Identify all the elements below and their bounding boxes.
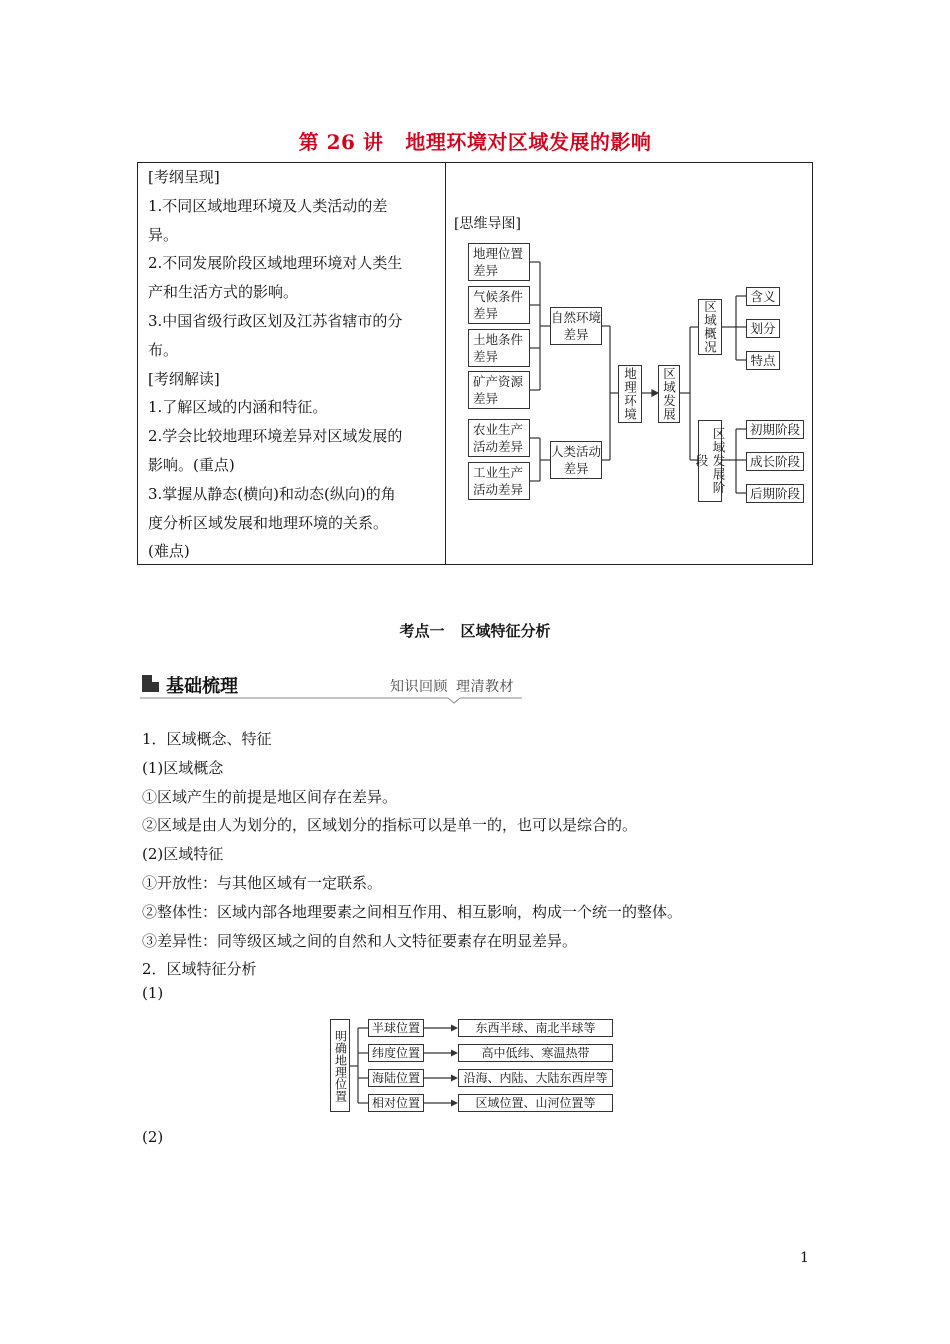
location-desc-box: 沿海、内陆、大陆东西岸等 bbox=[458, 1069, 613, 1087]
banner-underline bbox=[140, 693, 530, 705]
mind-map bbox=[446, 163, 812, 564]
mm-box-geo-env: 地理环境 bbox=[618, 365, 642, 423]
body-line: (2)区域特征 bbox=[142, 845, 224, 864]
mm-box-climate-diff: 气候条件差异 bbox=[468, 286, 530, 324]
mm-box-division: 划分 bbox=[746, 319, 780, 338]
mm-box-stages: 区域发展阶段 bbox=[698, 420, 722, 502]
syllabus-line: 2.不同发展阶段区域地理环境对人类生 bbox=[148, 254, 403, 273]
mm-box-natural-env: 自然环境差异 bbox=[550, 307, 602, 345]
location-type-box: 相对位置 bbox=[368, 1094, 424, 1112]
body-line: (1)区域概念 bbox=[142, 758, 224, 777]
mm-box-human-activity: 人类活动差异 bbox=[550, 441, 602, 479]
body-text bbox=[142, 725, 822, 984]
banner-sub-review: 知识回顾 bbox=[390, 679, 448, 695]
syllabus-line: (难点) bbox=[148, 542, 190, 561]
banner-title: 基础梳理 bbox=[166, 676, 238, 697]
mm-box-industry-diff: 工业生产活动差异 bbox=[468, 462, 530, 500]
location-type-box: 半球位置 bbox=[368, 1019, 424, 1037]
sub-label-1: (1) bbox=[142, 984, 164, 1002]
mm-box-features: 特点 bbox=[746, 351, 780, 370]
body-line: ①开放性：与其他区域有一定联系。 bbox=[142, 873, 383, 892]
syllabus-line: [考纲呈现] bbox=[148, 168, 220, 186]
location-root-box: 明确地理位置 bbox=[330, 1019, 350, 1112]
body-line: ②整体性：区域内部各地理要素之间相互作用、相互影响，构成一个统一的整体。 bbox=[142, 902, 683, 921]
syllabus-line: 影响。(重点) bbox=[148, 455, 235, 474]
syllabus-line: 1.了解区域的内涵和特征。 bbox=[148, 398, 328, 417]
section-number: 考点一 bbox=[399, 622, 445, 640]
section-name: 区域特征分析 bbox=[460, 622, 551, 640]
syllabus-line: 布。 bbox=[148, 340, 179, 359]
syllabus-line: 异。 bbox=[148, 225, 179, 244]
location-type-box: 纬度位置 bbox=[368, 1044, 424, 1062]
section-title bbox=[0, 620, 950, 641]
banner-sub-textbook: 理清教材 bbox=[456, 679, 514, 695]
mm-box-mineral-diff: 矿产资源差异 bbox=[468, 371, 530, 409]
syllabus-line: [考纲解读] bbox=[148, 369, 220, 388]
sub-label-2: (2) bbox=[142, 1128, 164, 1146]
location-type-box: 海陆位置 bbox=[368, 1069, 424, 1087]
lecture-topic: 地理环境对区域发展的影响 bbox=[405, 130, 652, 154]
lecture-number: 第 26 讲 bbox=[298, 130, 384, 154]
mm-box-meaning: 含义 bbox=[746, 287, 780, 306]
mm-box-land-diff: 土地条件差异 bbox=[468, 329, 530, 367]
mm-box-late-stage: 后期阶段 bbox=[746, 484, 804, 503]
syllabus-table bbox=[137, 162, 813, 565]
syllabus-line: 3.中国省级行政区划及江苏省辖市的分 bbox=[148, 311, 403, 330]
body-line: 2．区域特征分析 bbox=[142, 960, 257, 979]
mm-box-early-stage: 初期阶段 bbox=[746, 420, 804, 439]
mm-box-region-dev: 区域发展 bbox=[658, 365, 680, 423]
syllabus-line: 产和生活方式的影响。 bbox=[148, 283, 299, 302]
mind-map-heading: [思维导图] bbox=[454, 216, 521, 232]
body-line: ③差异性：同等级区域之间的自然和人文特征要素存在明显差异。 bbox=[142, 931, 578, 950]
syllabus-line: 3.掌握从静态(横向)和动态(纵向)的角 bbox=[148, 484, 396, 503]
syllabus-line: 1.不同区域地理环境及人类活动的差 bbox=[148, 196, 388, 215]
location-desc-box: 东西半球、南北半球等 bbox=[458, 1019, 613, 1037]
banner-square-icon bbox=[142, 675, 159, 692]
syllabus-line: 2.学会比较地理环境差异对区域发展的 bbox=[148, 427, 403, 446]
body-line: 1．区域概念、特征 bbox=[142, 730, 272, 748]
location-desc-box: 区域位置、山河位置等 bbox=[458, 1094, 613, 1112]
syllabus-text bbox=[138, 163, 446, 564]
location-desc-box: 高中低纬、寒温热带 bbox=[458, 1044, 613, 1062]
syllabus-line: 度分析区域发展和地理环境的关系。 bbox=[148, 513, 389, 532]
mm-box-agriculture-diff: 农业生产活动差异 bbox=[468, 419, 530, 457]
mm-box-growth-stage: 成长阶段 bbox=[746, 452, 804, 471]
mm-box-overview: 区域概况 bbox=[698, 299, 722, 355]
page-number: 1 bbox=[800, 1250, 809, 1266]
body-line: ②区域是由人为划分的，区域划分的指标可以是单一的，也可以是综合的。 bbox=[142, 816, 638, 835]
page-title bbox=[0, 126, 950, 155]
body-line: ①区域产生的前提是地区间存在差异。 bbox=[142, 787, 398, 806]
mm-box-location-diff: 地理位置差异 bbox=[468, 243, 530, 281]
